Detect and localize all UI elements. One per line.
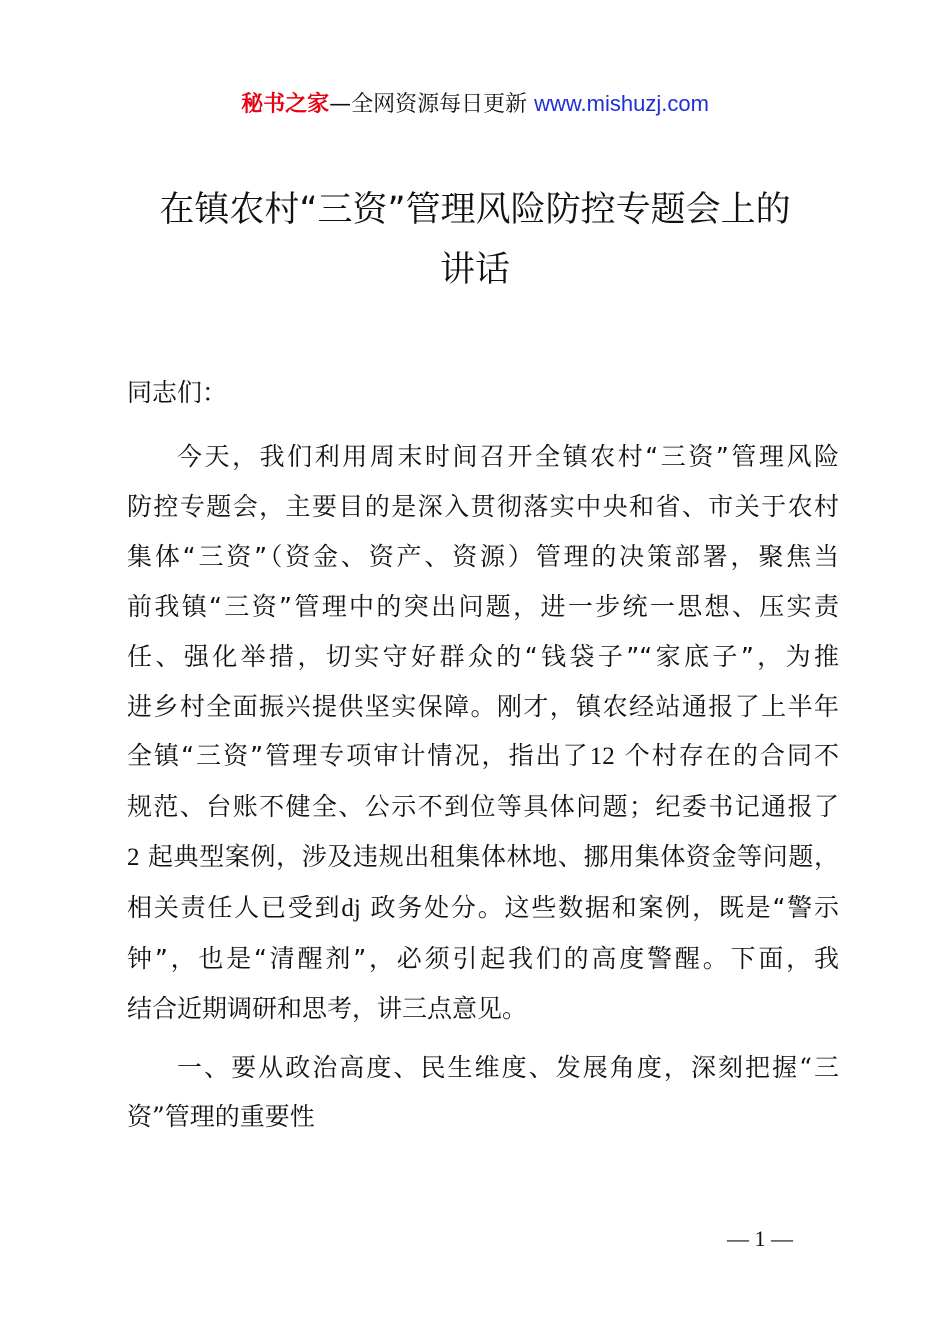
body-line-7 — [127, 731, 839, 782]
section-heading-1 — [127, 1043, 839, 1141]
village-count: 12 — [589, 743, 615, 771]
body-line-7-text-b: 个村存在的合同不 — [614, 741, 840, 771]
body-line-10-text-b: 政务处分。这些数据和案例，既是“警示 — [360, 893, 839, 923]
site-url-link[interactable]: www.mishuzj.com — [534, 91, 709, 116]
body-line-3: 集体“三资”（资金、资产、资源）管理的决策部署，聚焦当 — [127, 541, 839, 571]
salutation: 同志们： — [127, 378, 228, 407]
body-paragraph — [127, 432, 839, 1034]
body-line-1: 今天，我们利用周末时间召开全镇农村“三资”管理风险 — [177, 442, 839, 471]
body-line-5: 任、强化举措，切实守好群众的“钱袋子”“家底子”，为推 — [127, 641, 839, 671]
case-count: 2 — [127, 844, 140, 872]
dj-text: dj — [341, 895, 361, 923]
header-slogan: —全网资源每日更新 — [329, 92, 535, 117]
body-line-7-text-a: 全镇“三资”管理专项审计情况，指出了 — [127, 741, 590, 771]
document-title — [100, 180, 850, 300]
document-title-line-1: 在镇农村“三资”管理风险防控专题会上的 — [159, 190, 791, 230]
brand-name: 秘书之家 — [241, 92, 330, 117]
body-line-8: 规范、台账不健全、公示不到位等具体问题；纪委书记通报了 — [127, 792, 839, 822]
section-heading-1-line-2: 资”管理的重要性 — [127, 1102, 315, 1131]
page-number: — 1 — — [727, 1226, 793, 1251]
body-line-4: 前我镇“三资”管理中的突出问题，进一步统一思想、压实责 — [127, 591, 839, 621]
body-line-2: 防控专题会，主要目的是深入贯彻落实中央和省、市关于农村 — [127, 491, 839, 521]
body-line-9-text: 起典型案例，涉及违规出租集体林地、挪用集体资金等问题， — [139, 842, 839, 872]
body-line-10-text-a: 相关责任人已受到 — [127, 893, 342, 923]
body-line-6: 进乡村全面振兴提供坚实保障。刚才，镇农经站通报了上半年 — [127, 691, 839, 721]
document-title-line-2: 讲话 — [439, 250, 510, 290]
body-line-12: 结合近期调研和思考，讲三点意见。 — [127, 993, 528, 1023]
section-heading-1-line-1: 一、要从政治高度、民生维度、发展角度，深刻把握“三 — [177, 1053, 839, 1082]
body-line-11: 钟”，也是“清醒剂”，必须引起我们的高度警醒。下面，我 — [127, 944, 839, 974]
body-line-9 — [127, 832, 839, 883]
body-line-10 — [127, 883, 839, 934]
site-header — [0, 88, 950, 121]
